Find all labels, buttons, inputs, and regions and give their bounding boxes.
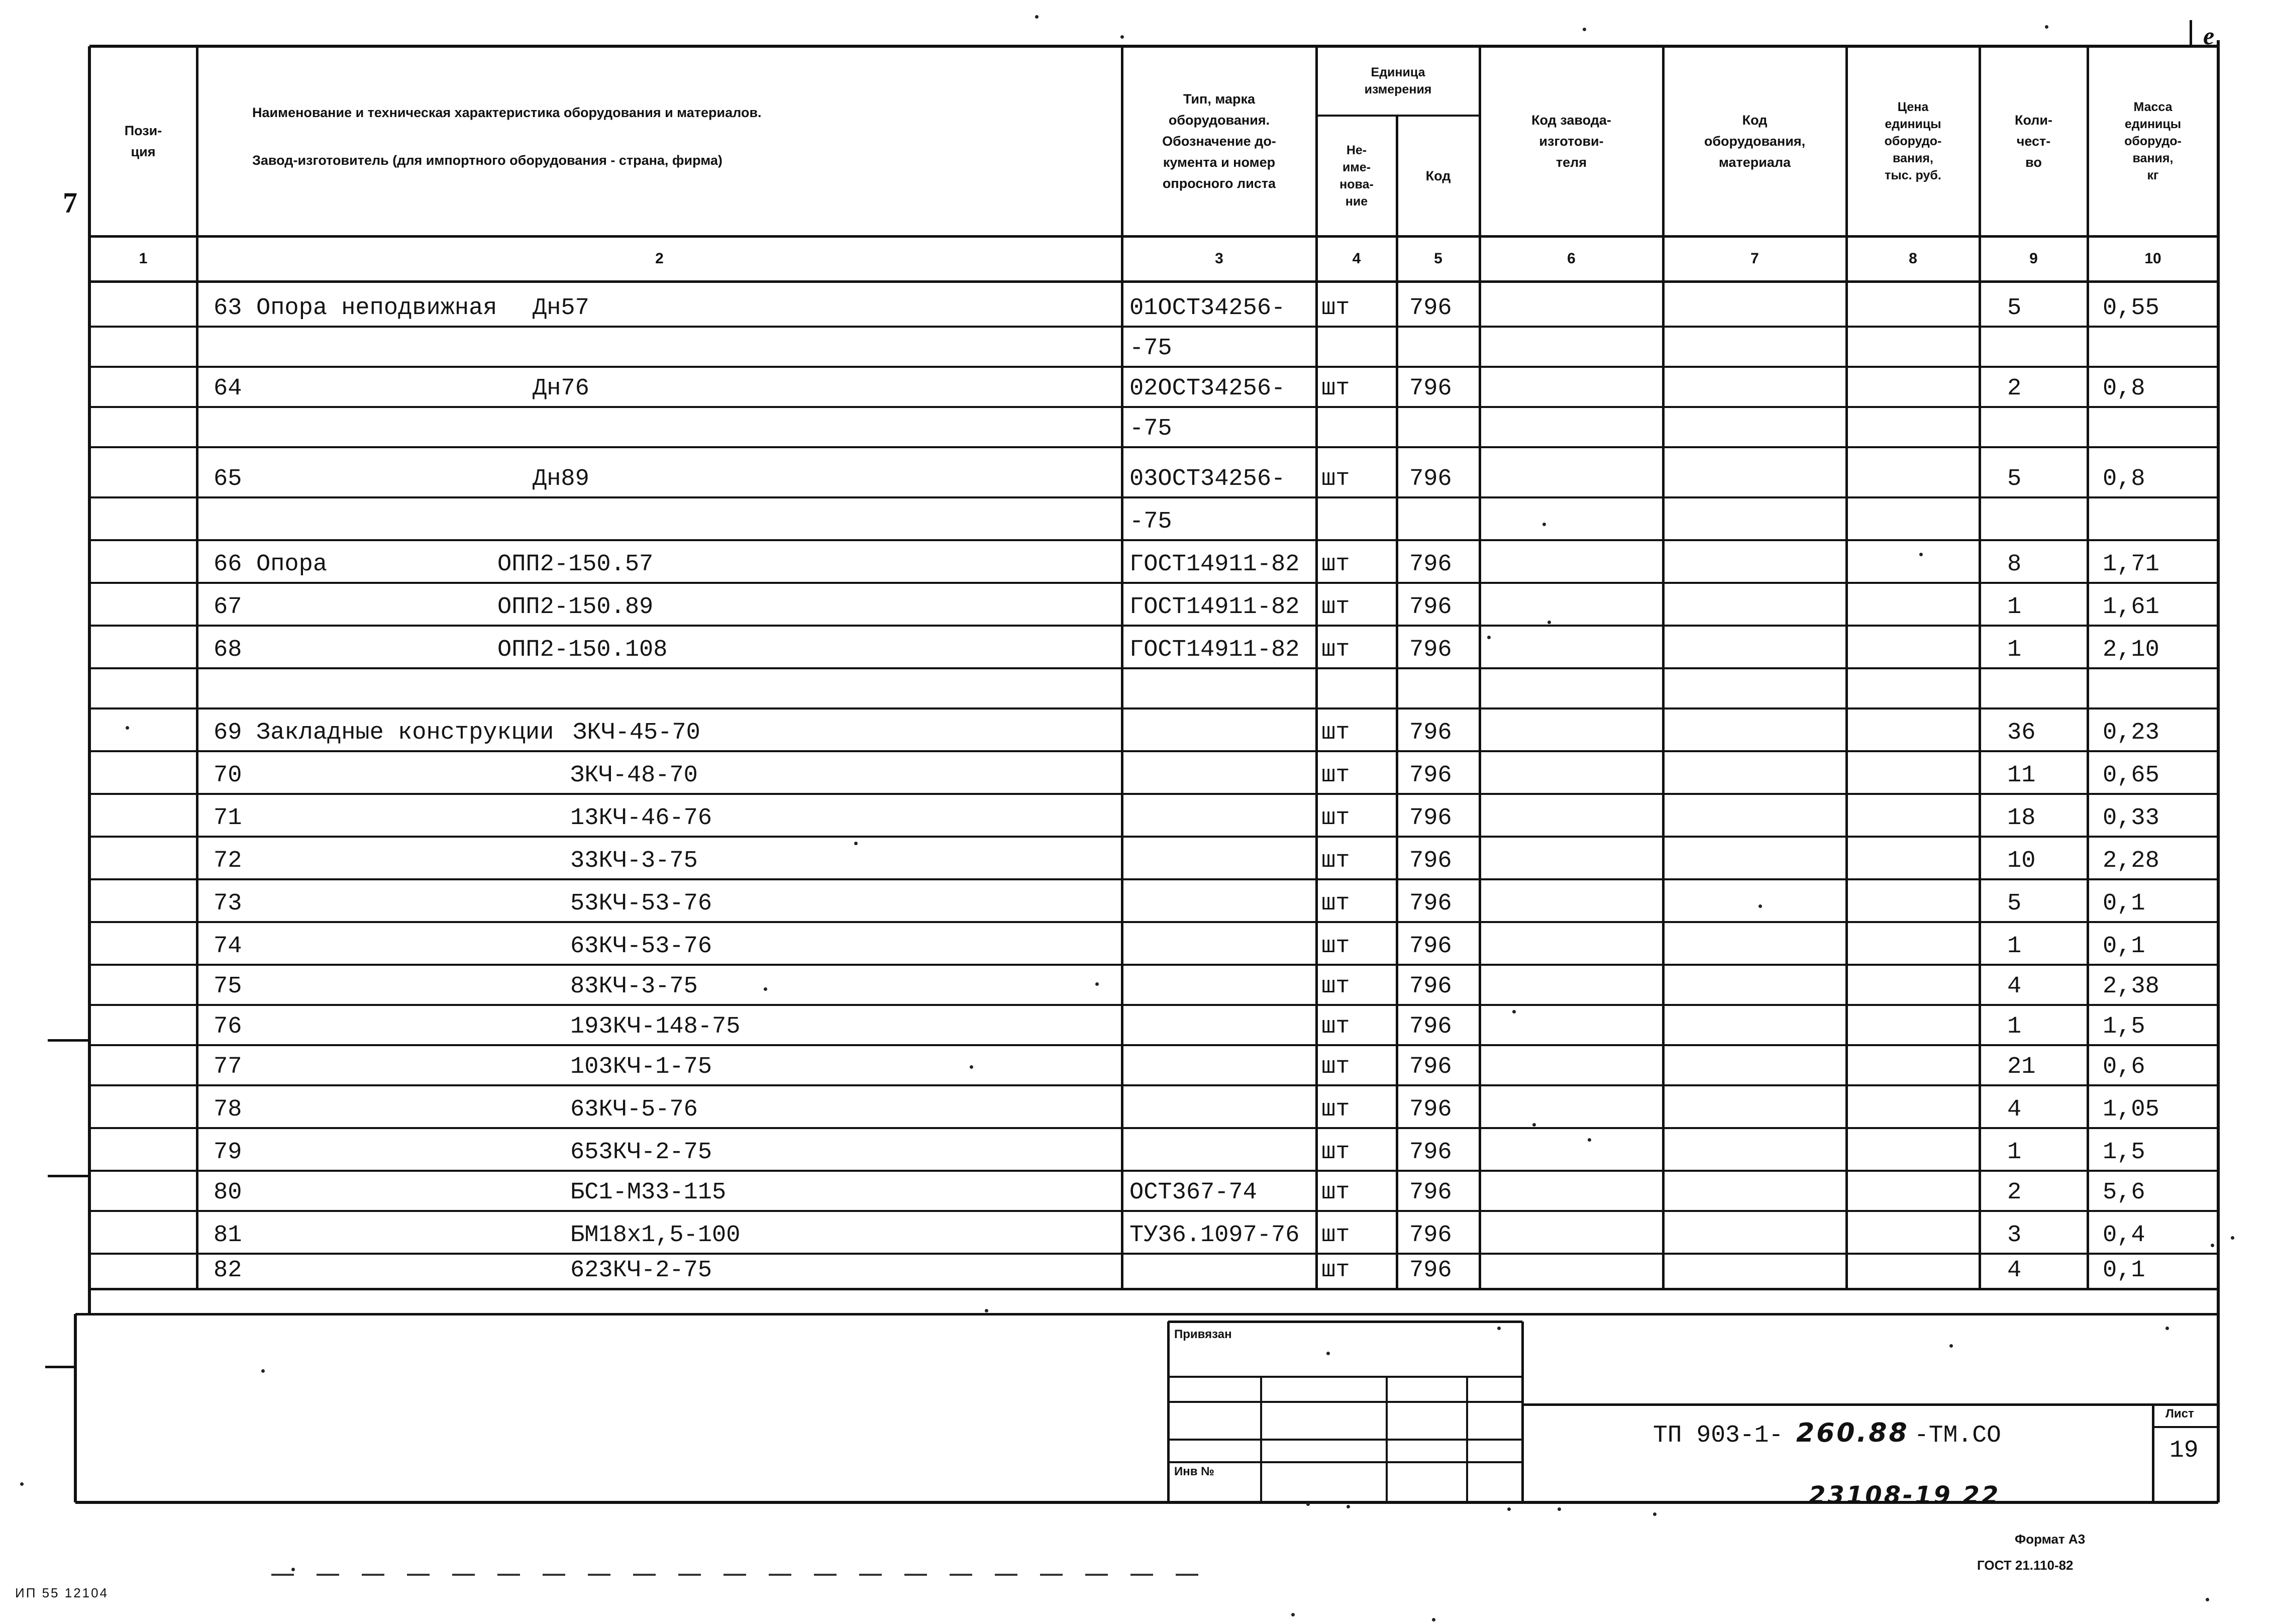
column-number: 3 <box>1215 250 1223 267</box>
row-rule <box>89 836 2218 838</box>
row-mark: 83КЧ-3-75 <box>570 973 698 1000</box>
row-unit-name: шт <box>1321 890 1350 917</box>
row-mark: Дн57 <box>533 295 589 322</box>
scan-speck <box>20 1482 24 1486</box>
archive-code: 23108-19 22 <box>1809 1481 2001 1509</box>
row-unit-code: 796 <box>1409 1257 1452 1284</box>
row-unit-code: 796 <box>1409 848 1452 874</box>
row-mark: ОПП2-150.57 <box>497 551 654 578</box>
column-rule <box>1396 116 1398 1289</box>
row-mass: 1,61 <box>2103 594 2159 621</box>
scan-speck <box>1432 1618 1435 1621</box>
stamp-rule <box>1168 1461 1522 1463</box>
row-unit-name: шт <box>1321 1054 1350 1080</box>
row-mass: 0,1 <box>2103 1257 2145 1284</box>
scan-dash <box>317 1574 339 1576</box>
row-unit-code: 796 <box>1409 1179 1452 1206</box>
scan-speck <box>764 987 767 991</box>
row-position: 65 <box>214 466 242 492</box>
scan-dash <box>723 1574 746 1576</box>
designation-rule <box>1522 1403 2218 1406</box>
scan-speck <box>1558 1507 1561 1511</box>
row-mass: 2,10 <box>2103 637 2159 663</box>
scan-speck <box>1653 1512 1657 1516</box>
row-rule <box>89 1170 2218 1172</box>
column-header-price: Цена единицы оборудо- вания, тыс. руб. <box>1884 100 1942 182</box>
column-header-position: Пози- ция <box>124 123 162 159</box>
row-quantity: 10 <box>2007 848 2036 874</box>
sheet-box-rule <box>2153 1426 2218 1428</box>
stamp-rule <box>1386 1377 1388 1502</box>
scan-speck <box>2045 25 2048 29</box>
row-mark: ОПП2-150.108 <box>497 637 668 663</box>
row-document: -75 <box>1129 416 1172 442</box>
row-unit-name: шт <box>1321 594 1350 621</box>
scan-dash <box>1130 1574 1153 1576</box>
row-position: 71 <box>214 805 242 832</box>
stamp-rule <box>1168 1321 1522 1323</box>
row-document: ГОСТ14911-82 <box>1129 637 1300 663</box>
row-mass: 0,8 <box>2103 375 2145 402</box>
row-mark: 623КЧ-2-75 <box>570 1257 712 1284</box>
row-quantity: 21 <box>2007 1054 2036 1080</box>
row-mass: 0,23 <box>2103 720 2159 746</box>
row-position: 82 <box>214 1257 242 1284</box>
row-unit-name: шт <box>1321 637 1350 663</box>
row-position: 64 <box>214 375 242 402</box>
scan-dash <box>362 1574 384 1576</box>
sheet-box-rule <box>2152 1404 2154 1502</box>
scan-dash <box>1176 1574 1198 1576</box>
row-unit-code: 796 <box>1409 375 1452 402</box>
row-position: 80 <box>214 1179 242 1206</box>
scan-speck <box>1547 621 1551 624</box>
row-mass: 0,8 <box>2103 466 2145 492</box>
row-unit-code: 796 <box>1409 933 1452 960</box>
row-quantity: 36 <box>2007 720 2036 746</box>
row-mark: Дн76 <box>533 375 589 402</box>
row-quantity: 2 <box>2007 1179 2022 1206</box>
column-header-unit: Единица измерения <box>1364 65 1432 96</box>
row-rule <box>89 1288 2218 1290</box>
margin-tick <box>48 1039 89 1042</box>
row-rule <box>89 921 2218 923</box>
sheet-number: 19 <box>2169 1437 2199 1464</box>
row-name: Опора неподвижная <box>256 295 497 322</box>
row-unit-code: 796 <box>1409 637 1452 663</box>
row-quantity: 4 <box>2007 1257 2022 1284</box>
scan-speck <box>126 726 129 730</box>
row-unit-code: 796 <box>1409 762 1452 789</box>
stamp-linked-label: Привязан <box>1174 1328 1232 1341</box>
scan-dash <box>904 1574 927 1576</box>
row-rule <box>89 707 2218 709</box>
row-unit-code: 796 <box>1409 805 1452 832</box>
row-name: Закладные конструкции <box>256 720 554 746</box>
scan-speck <box>2165 1327 2169 1330</box>
row-mass: 0,65 <box>2103 762 2159 789</box>
column-number: 1 <box>139 250 148 267</box>
row-position: 73 <box>214 890 242 917</box>
bottom-left-code: ИП 55 12104 <box>15 1585 109 1600</box>
row-unit-code: 796 <box>1409 720 1452 746</box>
scan-dash <box>588 1574 610 1576</box>
scan-speck <box>1919 553 1923 556</box>
column-number: 9 <box>2029 250 2038 267</box>
row-name: Опора <box>256 551 328 578</box>
column-number: 8 <box>1909 250 1917 267</box>
row-rule <box>89 582 2218 584</box>
row-quantity: 8 <box>2007 551 2022 578</box>
row-rule <box>89 1127 2218 1129</box>
column-number: 10 <box>2144 250 2161 267</box>
row-unit-code: 796 <box>1409 594 1452 621</box>
row-unit-name: шт <box>1321 973 1350 1000</box>
row-mass: 0,6 <box>2103 1054 2145 1080</box>
row-mass: 1,05 <box>2103 1096 2159 1123</box>
row-position: 81 <box>214 1222 242 1249</box>
row-mark: 63КЧ-53-76 <box>570 933 712 960</box>
scan-speck <box>2206 1598 2209 1601</box>
row-rule <box>89 964 2218 966</box>
column-header-quantity: Коли- чест- во <box>2014 113 2053 170</box>
row-rule <box>89 793 2218 795</box>
stamp-rule <box>1521 1322 1524 1502</box>
scan-dash <box>995 1574 1017 1576</box>
stamp-rule <box>1260 1377 1262 1502</box>
scan-speck <box>970 1065 973 1069</box>
row-unit-name: шт <box>1321 1013 1350 1040</box>
scan-speck <box>261 1369 265 1373</box>
scan-speck <box>1542 523 1546 526</box>
column-number: 4 <box>1352 250 1361 267</box>
side-mark: 7 <box>63 186 77 219</box>
row-position: 70 <box>214 762 242 789</box>
standard-label: ГОСТ 21.110-82 <box>1977 1558 2074 1573</box>
scan-dash <box>497 1574 520 1576</box>
row-unit-code: 796 <box>1409 973 1452 1000</box>
row-unit-name: шт <box>1321 295 1350 322</box>
row-unit-name: шт <box>1321 375 1350 402</box>
row-document: -75 <box>1129 335 1172 362</box>
stamp-rule <box>1168 1401 1522 1403</box>
row-position: 78 <box>214 1096 242 1123</box>
margin-tick <box>48 1175 89 1177</box>
frame-left <box>74 1314 77 1502</box>
row-quantity: 5 <box>2007 295 2022 322</box>
row-rule <box>89 539 2218 541</box>
row-quantity: 5 <box>2007 466 2022 492</box>
scan-speck <box>1588 1138 1591 1142</box>
scan-speck <box>1095 982 1099 986</box>
scan-dash <box>633 1574 656 1576</box>
designation-suffix: -ТМ.СО <box>1914 1422 2001 1449</box>
row-quantity: 3 <box>2007 1222 2022 1249</box>
row-mark: БС1-М33-115 <box>570 1179 727 1206</box>
row-mass: 2,38 <box>2103 973 2159 1000</box>
row-unit-name: шт <box>1321 1096 1350 1123</box>
row-rule <box>89 625 2218 627</box>
column-number: 6 <box>1567 250 1576 267</box>
row-unit-name: шт <box>1321 805 1350 832</box>
row-document: ОСТ367-74 <box>1129 1179 1257 1206</box>
row-mass: 0,4 <box>2103 1222 2145 1249</box>
scan-speck <box>854 842 858 845</box>
row-document: ГОСТ14911-82 <box>1129 551 1300 578</box>
row-mass: 0,1 <box>2103 933 2145 960</box>
row-mark: 193КЧ-148-75 <box>570 1013 741 1040</box>
row-rule <box>89 446 2218 448</box>
stamp-rule <box>1168 1376 1522 1378</box>
row-rule <box>89 1004 2218 1006</box>
row-rule <box>89 326 2218 328</box>
stamp-inventory-label: Инв № <box>1174 1465 1214 1478</box>
row-rule <box>89 750 2218 752</box>
row-mass: 0,55 <box>2103 295 2159 322</box>
row-unit-code: 796 <box>1409 551 1452 578</box>
row-unit-name: шт <box>1321 720 1350 746</box>
scan-dash <box>814 1574 837 1576</box>
scan-speck <box>1532 1123 1536 1127</box>
row-unit-code: 796 <box>1409 466 1452 492</box>
row-quantity: 11 <box>2007 762 2036 789</box>
row-position: 67 <box>214 594 242 621</box>
row-rule <box>89 496 2218 498</box>
row-unit-name: шт <box>1321 1222 1350 1249</box>
row-rule <box>89 1084 2218 1086</box>
row-unit-code: 796 <box>1409 1013 1452 1040</box>
scan-speck <box>1035 15 1039 19</box>
row-unit-name: шт <box>1321 933 1350 960</box>
row-unit-code: 796 <box>1409 890 1452 917</box>
row-document: ТУ36.1097-76 <box>1129 1222 1300 1249</box>
row-quantity: 2 <box>2007 375 2022 402</box>
row-rule <box>89 667 2218 669</box>
row-document: -75 <box>1129 509 1172 535</box>
row-unit-name: шт <box>1321 1179 1350 1206</box>
row-quantity: 1 <box>2007 1013 2022 1040</box>
column-number: 5 <box>1434 250 1442 267</box>
row-document: 02ОСТ34256- <box>1129 375 1286 402</box>
row-document: 03ОСТ34256- <box>1129 466 1286 492</box>
scan-speck <box>1759 904 1762 908</box>
row-mass: 1,5 <box>2103 1013 2145 1040</box>
row-quantity: 18 <box>2007 805 2036 832</box>
row-quantity: 5 <box>2007 890 2022 917</box>
scan-speck <box>2211 1244 2214 1247</box>
row-mark: 653КЧ-2-75 <box>570 1139 712 1166</box>
row-mass: 2,28 <box>2103 848 2159 874</box>
row-position: 68 <box>214 637 242 663</box>
scan-speck <box>1949 1344 1953 1348</box>
row-unit-code: 796 <box>1409 295 1452 322</box>
column-header-unit-code: Код <box>1425 168 1451 183</box>
stamp-rule <box>1167 1322 1170 1502</box>
stamp-rule <box>1168 1439 1522 1441</box>
column-number: 2 <box>655 250 664 267</box>
column-header-plant-code: Код завода- изготови- теля <box>1531 113 1611 170</box>
row-mass: 5,6 <box>2103 1179 2145 1206</box>
scan-speck <box>1497 1327 1501 1330</box>
stamp-rule <box>1466 1377 1468 1502</box>
row-rule <box>89 1253 2218 1255</box>
format-label: Формат А3 <box>2015 1532 2086 1547</box>
row-unit-name: шт <box>1321 848 1350 874</box>
scan-dash <box>271 1574 294 1576</box>
corner-tick <box>2190 20 2192 45</box>
row-unit-name: шт <box>1321 1139 1350 1166</box>
row-rule <box>89 878 2218 880</box>
scan-speck <box>1512 1010 1516 1013</box>
row-unit-name: шт <box>1321 1257 1350 1284</box>
row-position: 72 <box>214 848 242 874</box>
row-mark: БМ18х1,5-100 <box>570 1222 741 1249</box>
row-position: 69 <box>214 720 242 746</box>
scan-dash <box>950 1574 972 1576</box>
row-mark: 63КЧ-5-76 <box>570 1096 698 1123</box>
row-unit-name: шт <box>1321 466 1350 492</box>
scan-speck <box>985 1309 988 1312</box>
row-position: 76 <box>214 1013 242 1040</box>
scan-dash <box>1040 1574 1063 1576</box>
sheet-label: Лист <box>2165 1407 2194 1420</box>
row-unit-name: шт <box>1321 762 1350 789</box>
column-header-equipment-code: Код оборудования, материала <box>1704 113 1806 170</box>
row-document: 01ОСТ34256- <box>1129 295 1286 322</box>
column-header-mass: Масса единицы оборудо- вания, кг <box>2124 100 2182 182</box>
column-header-type: Тип, марка оборудования. Обозначение до- кумента и номер опросного листа <box>1162 91 1276 191</box>
row-quantity: 4 <box>2007 1096 2022 1123</box>
row-mark: 33КЧ-3-75 <box>570 848 698 874</box>
row-position: 63 <box>214 295 242 322</box>
row-quantity: 1 <box>2007 594 2022 621</box>
row-position: 74 <box>214 933 242 960</box>
corner-mark: e <box>2203 22 2215 50</box>
row-unit-code: 796 <box>1409 1054 1452 1080</box>
row-quantity: 1 <box>2007 637 2022 663</box>
row-position: 75 <box>214 973 242 1000</box>
scan-speck <box>1583 28 1586 31</box>
scan-speck <box>1120 35 1124 39</box>
row-mass: 0,33 <box>2103 805 2159 832</box>
row-rule <box>89 406 2218 408</box>
row-mark: ЗКЧ-48-70 <box>570 762 698 789</box>
row-unit-code: 796 <box>1409 1222 1452 1249</box>
row-unit-code: 796 <box>1409 1139 1452 1166</box>
scan-speck <box>291 1568 295 1571</box>
row-unit-code: 796 <box>1409 1096 1452 1123</box>
scan-speck <box>2231 1236 2234 1240</box>
column-header-name: Наименование и техническая характеристика оборудования и материалов. Завод-изготовитель (для импортного оборудования - страна, фирма) <box>252 105 762 168</box>
designation-handwritten: 260.88 <box>1796 1418 1909 1448</box>
scan-speck <box>1487 636 1491 639</box>
row-position: 79 <box>214 1139 242 1166</box>
row-position: 77 <box>214 1054 242 1080</box>
scan-speck <box>1306 1502 1310 1506</box>
row-quantity: 4 <box>2007 973 2022 1000</box>
scan-speck <box>1507 1507 1511 1511</box>
scan-speck <box>1326 1352 1330 1355</box>
scan-dash <box>407 1574 430 1576</box>
scan-dash <box>543 1574 565 1576</box>
row-rule <box>89 366 2218 368</box>
row-mark: 103КЧ-1-75 <box>570 1054 712 1080</box>
row-document: ГОСТ14911-82 <box>1129 594 1300 621</box>
scan-dash <box>769 1574 791 1576</box>
table-bottom <box>75 1313 2218 1315</box>
row-rule <box>89 1210 2218 1212</box>
scan-dash <box>1085 1574 1108 1576</box>
column-header-unit-name: Не- име- нова- ние <box>1339 143 1374 209</box>
scan-speck <box>1291 1613 1295 1616</box>
scan-dash <box>678 1574 701 1576</box>
row-mark: ЗКЧ-45-70 <box>573 720 700 746</box>
row-mark: 53КЧ-53-76 <box>570 890 712 917</box>
row-mark: ОПП2-150.89 <box>497 594 654 621</box>
scan-dash <box>859 1574 882 1576</box>
row-mass: 1,71 <box>2103 551 2159 578</box>
margin-tick <box>45 1366 75 1368</box>
row-unit-name: шт <box>1321 551 1350 578</box>
row-rule <box>89 1044 2218 1046</box>
scan-speck <box>1347 1505 1350 1508</box>
row-mass: 0,1 <box>2103 890 2145 917</box>
row-quantity: 1 <box>2007 1139 2022 1166</box>
row-position: 66 <box>214 551 242 578</box>
column-number: 7 <box>1750 250 1759 267</box>
designation-prefix: ТП 903-1- <box>1653 1422 1784 1449</box>
row-mark: Дн89 <box>533 466 589 492</box>
scan-dash <box>452 1574 475 1576</box>
row-mass: 1,5 <box>2103 1139 2145 1166</box>
row-mark: 13КЧ-46-76 <box>570 805 712 832</box>
row-quantity: 1 <box>2007 933 2022 960</box>
